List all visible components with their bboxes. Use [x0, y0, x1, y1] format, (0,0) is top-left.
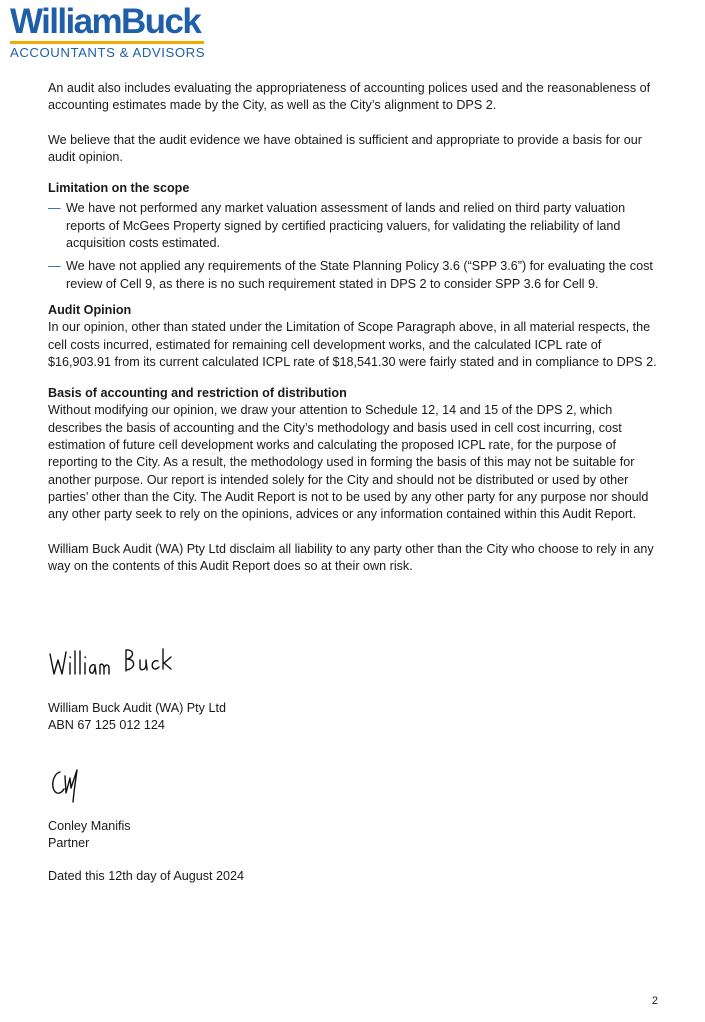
dash-bullet-icon: —: [48, 201, 61, 216]
heading-basis-accounting: Basis of accounting and restriction of distribution: [48, 386, 347, 401]
firm-signature: [46, 644, 176, 682]
firm-abn: ABN 67 125 012 124: [48, 718, 165, 732]
partner-details: [48, 818, 348, 852]
logo-underline: [10, 41, 204, 44]
logo-tagline: ACCOUNTANTS & ADVISORS: [10, 45, 206, 60]
limitation-item-text: We have not applied any requirements of the State Planning Policy 3.6 (“SPP 3.6”) for evaluating the cost review of Cell 9, as there is no such requirement stated in DPS 2 to consider SPP 3.6 for Cell 9.: [66, 259, 653, 291]
report-body: [48, 80, 660, 592]
paragraph-audit-evaluation: An audit also includes evaluating the appropriateness of accounting polices used and the reasonableness of accounting estimates made by the City, as well as the City’s alignment to DPS 2.: [48, 81, 651, 113]
date-line-block: [48, 868, 348, 885]
dash-bullet-icon: —: [48, 259, 61, 274]
limitation-list: [48, 200, 660, 292]
list-item: [48, 258, 660, 293]
paragraph-basis-accounting: Without modifying our opinion, we draw your attention to Schedule 12, 14 and 15 of the DPS 2, which describes the basis of accounting and the City’s methodology and basis used in cell cost incurring, cost estimation of future cell development works and calculating the proposed ICPL rate, for the purpose of reporting to the City. As a result, the methodology used in forming the basis of this may not be suitable for another purpose. Our report is intended solely for the City and should not be distributed or used by other parties’ other than the City. The Audit Report is not to be used by any other party for any purpose nor should any other party seek to rely on the opinions, advices or any information contained within this Audit Report.: [48, 403, 649, 522]
heading-limitation-scope: Limitation on the scope: [48, 181, 190, 196]
paragraph-audit-evidence: We believe that the audit evidence we have obtained is sufficient and appropriate to provide a basis for our audit opinion.: [48, 132, 642, 164]
partner-title: Partner: [48, 836, 90, 850]
limitation-item-text: We have not performed any market valuation assessment of lands and relied on third party valuation reports of McGees Property signed by certified practicing valuers, for validating the reliability of land acquisition costs estimated.: [66, 201, 626, 251]
partner-signature: [48, 764, 88, 806]
list-item: [48, 200, 660, 252]
firm-details: [48, 700, 348, 734]
logo-wordmark: WilliamBuck: [10, 2, 201, 41]
dated-line: Dated this 12th day of August 2024: [48, 869, 245, 883]
paragraph-disclaimer: William Buck Audit (WA) Pty Ltd disclaim all liability to any party other than the City who choose to rely in any way on the contents of this Audit Report does so at their own risk.: [48, 541, 654, 573]
page-number: 2: [651, 995, 658, 1007]
heading-audit-opinion: Audit Opinion: [48, 302, 132, 317]
company-logo: [10, 4, 210, 60]
paragraph-audit-opinion: In our opinion, other than stated under the Limitation of Scope Paragraph above, in all material respects, the cell costs incurred, estimated for remaining cell development works, and the calculated ICPL rate of $16,903.91 from its current calculated ICPL rate of $18,541.30 were fairly stated and in compliance to DPS 2.: [48, 320, 657, 369]
partner-name: Conley Manifis: [48, 819, 131, 833]
firm-name: William Buck Audit (WA) Pty Ltd: [48, 701, 226, 715]
